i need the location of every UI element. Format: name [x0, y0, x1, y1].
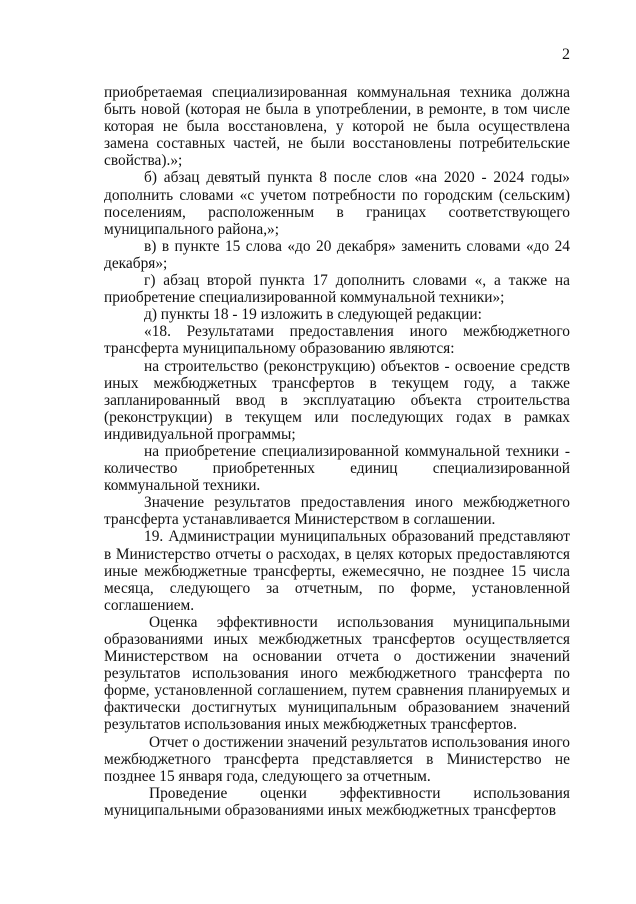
paragraph-amendment-d: д) пункты 18 - 19 изложить в следующей редакции:: [144, 306, 482, 324]
paragraph-result-value: Значение результатов предоставления иного межбюджетного трансферта устанавливается Министерством в соглашении.: [104, 494, 570, 529]
document-body: [104, 84, 570, 819]
paragraph-amendment-g: г) абзац второй пункта 17 дополнить словами «, а также на приобретение специализированной коммунальной техники»;: [104, 272, 570, 307]
paragraph-equipment-result: на приобретение специализированной коммунальной техники - количество приобретенных единиц специализированной коммунальной техники.: [104, 442, 570, 495]
paragraph-construction-result: на строительство (реконструкцию) объектов - освоение средств иных межбюджетных трансфертов в текущем году, а также запланированный ввод в эксплуатацию объекта строительства (реконструкции) в текущем или последующих годах в рамках индивидуальной программы;: [104, 357, 570, 443]
paragraph-evaluation-continued: Проведение оценки эффективности использования муниципальными образованиями иных межбюджетных трансфертов: [104, 784, 570, 819]
paragraph-report-deadline: Отчет о достижении значений результатов использования иного межбюджетного трансферта представляется в Министерство не позднее 15 января года, следующего за отчетным.: [104, 733, 570, 785]
paragraph-clause-18: «18. Результатами предоставления иного межбюджетного трансферта муниципальному образованию являются:: [104, 323, 570, 358]
paragraph-amendment-v: в) в пункте 15 слова «до 20 декабря» заменить словами «до 24 декабря»;: [104, 237, 570, 272]
paragraph-efficiency-evaluation: Оценка эффективности использования муниципальными образованиями иных межбюджетных трансфертов осуществляется Министерством на основании отчета о достижении значений результатов использования иного межбюджетного трансферта по форме, установленной соглашением, путем сравнения планируемых и фактически достигнутых муниципальным образованием значений результатов использования иных межбюджетных трансфертов.: [104, 613, 570, 734]
page-number: 2: [562, 46, 570, 63]
paragraph-amendment-b: б) абзац девятый пункта 8 после слов «на 2020 - 2024 годы» дополнить словами «с учетом потребности по городским (сельским) поселениям, расположенным в границах соответствующего муниципального района,»;: [104, 169, 570, 238]
paragraph-equipment-requirements: приобретаемая специализированная коммунальная техника должна быть новой (которая не была в употреблении, в ремонте, в том числе которая не была восстановлена, у которой не была осуществлена замена составных частей, не были восстановлены потребительские свойства).»;: [104, 84, 570, 170]
paragraph-clause-19: 19. Администрации муниципальных образований представляют в Министерство отчеты о расходах, в целях которых предоставляются иные межбюджетные трансферты, ежемесячно, не позднее 15 числа месяца, следующего за отчетным, по форме, установленной соглашением.: [104, 528, 570, 614]
